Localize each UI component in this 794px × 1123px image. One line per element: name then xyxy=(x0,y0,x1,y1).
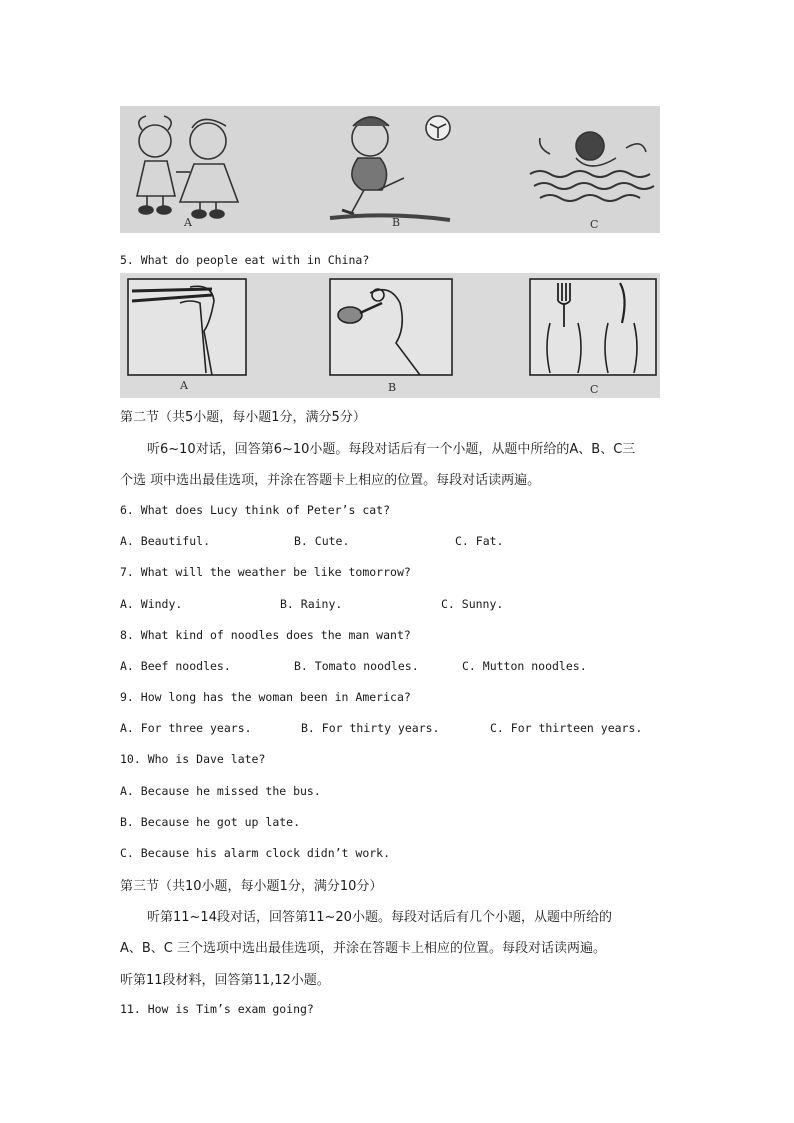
q7-option-c: C. Sunny. xyxy=(441,597,504,611)
fork-and-knife-icon xyxy=(530,279,656,375)
q6-option-b: B. Cute. xyxy=(294,534,350,548)
utensil-label-a: A xyxy=(180,379,188,392)
section-2-heading: 第二节（共5小题，每小题1分，满分5分） xyxy=(120,410,366,425)
question-10: 10. Who is Dave late? xyxy=(120,752,266,766)
question-9: 9. How long has the woman been in America? xyxy=(120,690,411,704)
q8-option-a: A. Beef noodles. xyxy=(120,659,231,673)
section-2-instruction-line-1: 听6~10对话，回答第6~10小题。每段对话后有一个小题，从题中所给的A、B、C三 xyxy=(147,442,636,457)
q10-option-a: A. Because he missed the bus. xyxy=(120,784,321,798)
activities-illustration xyxy=(120,106,660,233)
section-3-instruction-line-3: 听第11段材料，回答第11,12小题。 xyxy=(120,973,330,988)
question-6: 6. What does Lucy think of Peter’s cat? xyxy=(120,503,391,517)
q6-option-c: C. Fat. xyxy=(455,534,504,548)
q6-option-a: A. Beautiful. xyxy=(120,534,211,548)
q9-option-b: B. For thirty years. xyxy=(301,721,440,735)
picture-label-b: B xyxy=(392,216,401,229)
utensils-illustration xyxy=(120,273,660,398)
q10-option-c: C. Because his alarm clock didn’t work. xyxy=(120,846,391,860)
picture-label-c: C xyxy=(590,218,599,231)
section-3-instruction-line-1: 听第11~14段对话，回答第11~20小题。每段对话后有几个小题，从题中所给的 xyxy=(147,910,612,925)
q9-option-a: A. For three years. xyxy=(120,721,252,735)
chopsticks-icon xyxy=(128,279,246,375)
q7-option-a: A. Windy. xyxy=(120,597,183,611)
utensil-label-b: B xyxy=(388,381,397,394)
q10-option-b: B. Because he got up late. xyxy=(120,815,301,829)
section-3-heading: 第三节（共10小题，每小题1分，满分10分） xyxy=(120,879,383,894)
q8-option-c: C. Mutton noodles. xyxy=(462,659,587,673)
question-8: 8. What kind of noodles does the man want? xyxy=(120,628,411,642)
question-7: 7. What will the weather be like tomorrow? xyxy=(120,565,411,579)
q7-option-b: B. Rainy. xyxy=(280,597,343,611)
question-11: 11. How is Tim’s exam going? xyxy=(120,1002,314,1016)
q9-option-c: C. For thirteen years. xyxy=(490,721,643,735)
utensil-label-c: C xyxy=(590,383,599,396)
picture-strip-utensils xyxy=(120,273,660,398)
picture-strip-activities xyxy=(120,106,660,233)
section-3-instruction-line-2: A、B、C 三个选项中选出最佳选项，并涂在答题卡上相应的位置。每段对话读两遍。 xyxy=(120,941,607,956)
q8-option-b: B. Tomato noodles. xyxy=(294,659,419,673)
question-5: 5. What do people eat with in China? xyxy=(120,253,370,267)
section-2-instruction-line-2: 个选 项中选出最佳选项，并涂在答题卡上相应的位置。每段对话读两遍。 xyxy=(120,473,541,488)
picture-label-a: A xyxy=(184,216,192,229)
spoon-icon xyxy=(330,279,452,375)
